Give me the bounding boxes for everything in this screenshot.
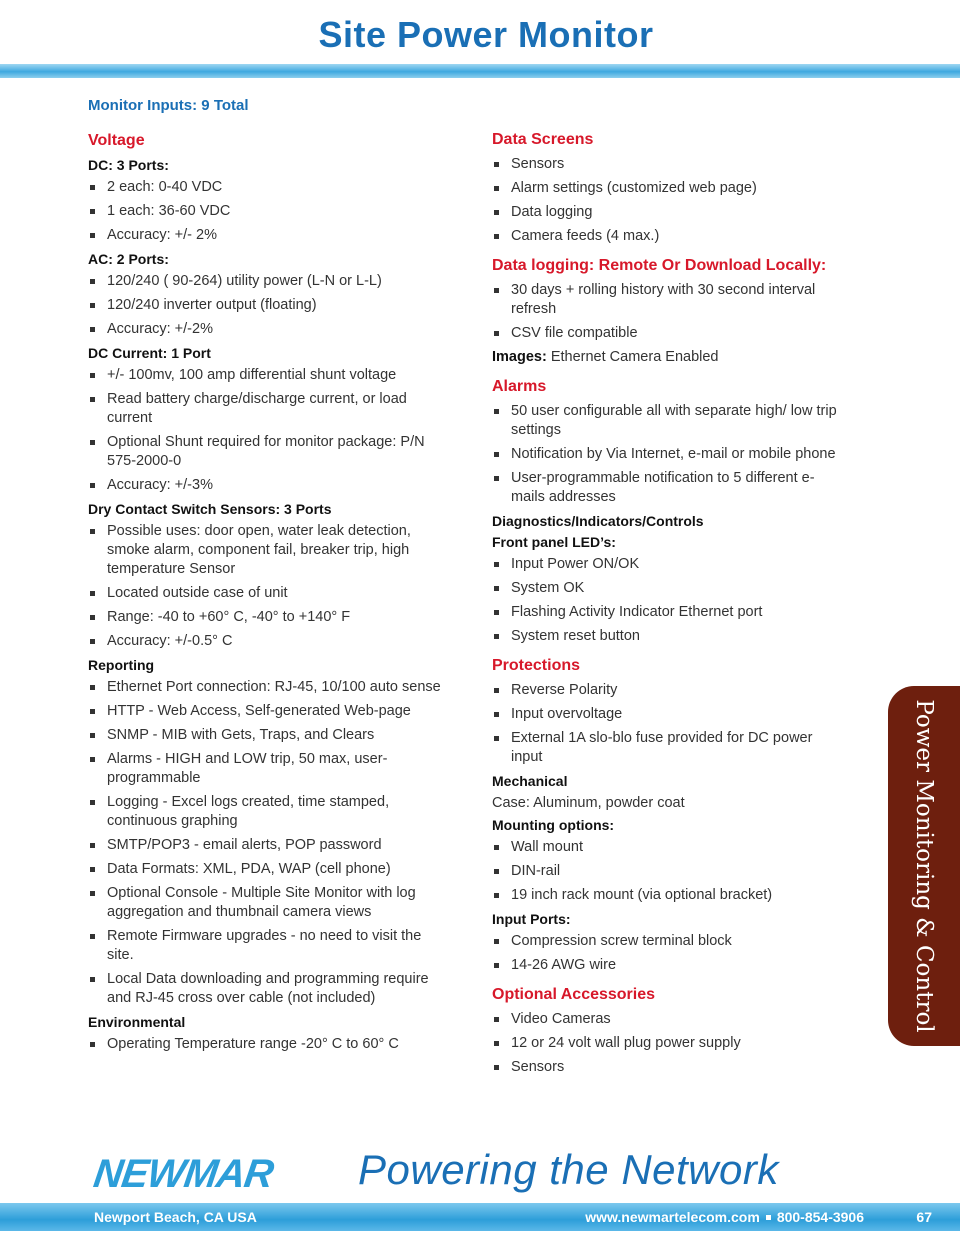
alarms-heading: Alarms <box>492 378 547 395</box>
list-item: Accuracy: +/-0.5° C <box>88 632 448 651</box>
list-item: Flashing Activity Indicator Ethernet port <box>492 603 842 622</box>
list-item: 12 or 24 volt wall plug power supply <box>492 1034 842 1053</box>
diagnostics-label: Diagnostics/Indicators/Controls <box>492 513 704 529</box>
bullet-separator <box>766 1215 771 1220</box>
right-column <box>492 130 842 1082</box>
protections-list <box>492 681 842 767</box>
list-item: Alarm settings (customized web page) <box>492 179 842 198</box>
reporting-list <box>88 678 448 1008</box>
page-title: Site Power Monitor <box>318 14 654 55</box>
images-label: Images: <box>492 349 547 365</box>
list-item: SNMP - MIB with Gets, Traps, and Clears <box>88 726 448 745</box>
reporting-label: Reporting <box>88 657 155 673</box>
side-tab-label: Power Monitoring & Control <box>911 699 937 1033</box>
list-item: Input Power ON/OK <box>492 555 842 574</box>
list-item: 120/240 inverter output (floating) <box>88 296 448 315</box>
protections-heading: Protections <box>492 657 581 674</box>
list-item: Data logging <box>492 203 842 222</box>
list-item: Compression screw terminal block <box>492 932 842 951</box>
list-item: SMTP/POP3 - email alerts, POP password <box>88 836 448 855</box>
data-logging-list <box>492 281 842 343</box>
list-item: Sensors <box>492 1058 842 1077</box>
footer-contact <box>585 1209 864 1225</box>
list-item: External 1A slo-blo fuse provided for DC power input <box>492 729 842 767</box>
list-item: 14-26 AWG wire <box>492 956 842 975</box>
front-panel-led-label: Front panel LED’s: <box>492 534 616 550</box>
dry-contact-list <box>88 522 448 651</box>
footer-website: www.newmartelecom.com <box>585 1209 760 1225</box>
footer-location: Newport Beach, CA USA <box>94 1209 257 1225</box>
data-screens-heading: Data Screens <box>492 131 594 148</box>
tagline: Powering the Network <box>358 1146 779 1193</box>
input-ports-list <box>492 932 842 975</box>
list-item: Range: -40 to +60° C, -40° to +140° F <box>88 608 448 627</box>
front-panel-led-list <box>492 555 842 646</box>
environmental-label: Environmental <box>88 1014 186 1030</box>
mechanical-value: Case: Aluminum, powder coat <box>492 795 685 811</box>
list-item: Alarms - HIGH and LOW trip, 50 max, user-programmable <box>88 750 448 788</box>
list-item: Ethernet Port connection: RJ-45, 10/100 auto sense <box>88 678 448 697</box>
mounting-options-list <box>492 838 842 905</box>
list-item: Optional Shunt required for monitor package: P/N 575-2000-0 <box>88 433 448 471</box>
input-ports-label: Input Ports: <box>492 911 571 927</box>
list-item: Wall mount <box>492 838 842 857</box>
list-item: Possible uses: door open, water leak detection, smoke alarm, component fail, breaker trip, high temperature Sensor <box>88 522 448 579</box>
dc-ports-label: DC: 3 Ports: <box>88 157 169 173</box>
list-item: 30 days + rolling history with 30 second interval refresh <box>492 281 842 319</box>
list-item: User-programmable notification to 5 different e-mails addresses <box>492 469 842 507</box>
list-item: 2 each: 0-40 VDC <box>88 178 448 197</box>
footer-phone: 800-854-3906 <box>776 1209 864 1225</box>
data-logging-heading: Data logging: Remote Or Download Locally: <box>492 257 827 274</box>
list-item: Data Formats: XML, PDA, WAP (cell phone) <box>88 860 448 879</box>
dry-contact-label: Dry Contact Switch Sensors: 3 Ports <box>88 501 332 517</box>
list-item: Read battery charge/discharge current, or load current <box>88 390 448 428</box>
list-item: Sensors <box>492 155 842 174</box>
list-item: Logging - Excel logs created, time stamped, continuous graphing <box>88 793 448 831</box>
alarms-list <box>492 402 842 507</box>
data-screens-list <box>492 155 842 246</box>
list-item: System reset button <box>492 627 842 646</box>
list-item: Reverse Polarity <box>492 681 842 700</box>
list-item: 19 inch rack mount (via optional bracket) <box>492 886 842 905</box>
optional-accessories-heading: Optional Accessories <box>492 986 656 1003</box>
list-item: Operating Temperature range -20° C to 60° C <box>88 1035 448 1054</box>
page-number: 67 <box>916 1209 932 1225</box>
dc-current-list <box>88 366 448 495</box>
list-item: 1 each: 36-60 VDC <box>88 202 448 221</box>
voltage-heading: Voltage <box>88 132 145 149</box>
images-line <box>492 348 842 367</box>
list-item: Accuracy: +/-2% <box>88 320 448 339</box>
monitor-inputs-lead: Monitor Inputs: 9 Total <box>88 97 249 114</box>
ac-ports-list <box>88 272 448 339</box>
list-item: 120/240 ( 90-264) utility power (L-N or L-L) <box>88 272 448 291</box>
list-item: Remote Firmware upgrades - no need to visit the site. <box>88 927 448 965</box>
dc-current-label: DC Current: 1 Port <box>88 345 211 361</box>
list-item: 50 user configurable all with separate high/ low trip settings <box>492 402 842 440</box>
list-item: Optional Console - Multiple Site Monitor with log aggregation and thumbnail camera views <box>88 884 448 922</box>
header-bar <box>0 64 960 78</box>
list-item: Camera feeds (4 max.) <box>492 227 842 246</box>
list-item: Accuracy: +/- 2% <box>88 226 448 245</box>
dc-ports-list <box>88 178 448 245</box>
images-value: Ethernet Camera Enabled <box>546 349 719 365</box>
environmental-list <box>88 1035 448 1054</box>
list-item: Local Data downloading and programming require and RJ-45 cross over cable (not included) <box>88 970 448 1008</box>
list-item: Located outside case of unit <box>88 584 448 603</box>
list-item: Notification by Via Internet, e-mail or mobile phone <box>492 445 842 464</box>
ac-ports-label: AC: 2 Ports: <box>88 251 169 267</box>
list-item: DIN-rail <box>492 862 842 881</box>
list-item: HTTP - Web Access, Self-generated Web-page <box>88 702 448 721</box>
list-item: Video Cameras <box>492 1010 842 1029</box>
section-side-tab <box>888 686 960 1046</box>
mechanical-label: Mechanical <box>492 773 568 789</box>
left-column <box>88 96 448 1059</box>
footer-bar <box>0 1203 960 1231</box>
list-item: System OK <box>492 579 842 598</box>
list-item: CSV file compatible <box>492 324 842 343</box>
list-item: Input overvoltage <box>492 705 842 724</box>
list-item: Accuracy: +/-3% <box>88 476 448 495</box>
newmar-logo: NEWMAR <box>90 1152 276 1196</box>
list-item: +/- 100mv, 100 amp differential shunt voltage <box>88 366 448 385</box>
optional-accessories-list <box>492 1010 842 1077</box>
mounting-options-label: Mounting options: <box>492 817 615 833</box>
